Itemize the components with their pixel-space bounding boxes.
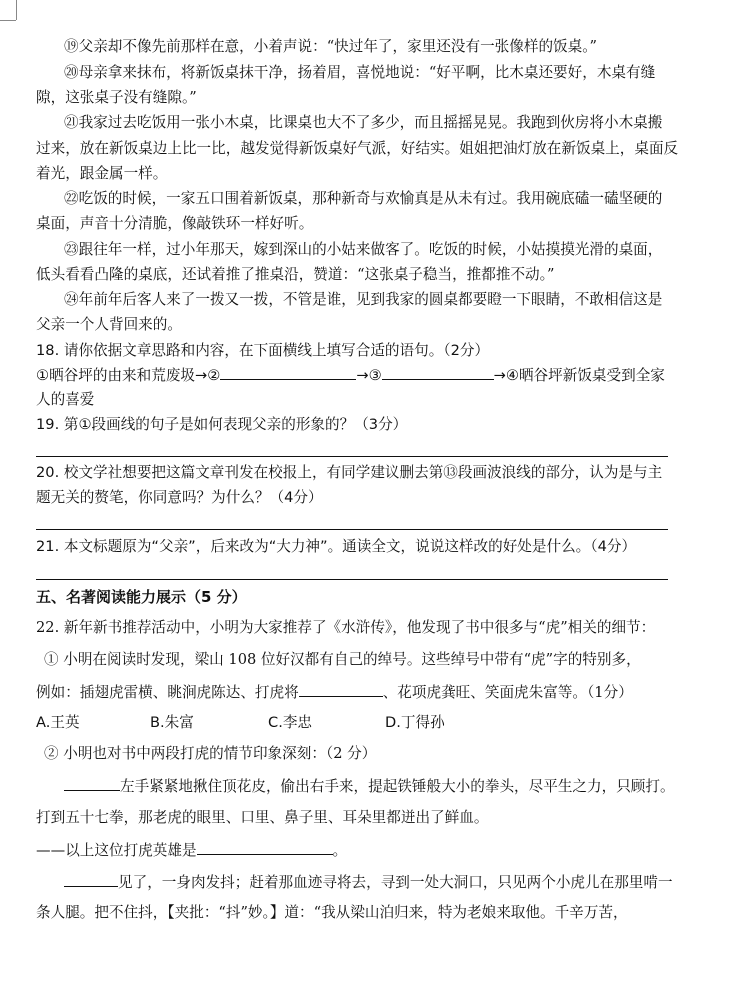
paragraph-20-line2: 隙，这张桌子没有缝隙。” [36, 89, 197, 106]
passage-2-line1 [64, 872, 673, 893]
option-d[interactable]: D.丁得孙 [385, 714, 445, 731]
section-5-title: 五、名著阅读能力展示（5 分） [36, 588, 247, 606]
answer-line-20[interactable] [36, 529, 668, 530]
answer-line-21[interactable] [36, 579, 668, 580]
paragraph-19: ⑲父亲却不像先前那样在意，小着声说：“快过年了，家里还没有一张像样的饭桌。” [64, 38, 597, 55]
paragraph-22-line2: 桌面，声音十分清脆，像敲铁环一样好听。 [36, 215, 314, 232]
passage-2-line2: 条人腿。把不住抖，【夹批：“抖”妙。】道：“我从梁山泊归来，特为老娘来取他。千辛万苦， [36, 904, 628, 921]
passage-1-text-a: 左手紧紧地揪住顶花皮，偷出右手来，提起铁锤般大小的拳头，尽平生之力，只顾打。 [120, 778, 675, 795]
paragraph-21-line2: 过来，放在新饭桌边上比一比，越发觉得新饭桌好气派，好结实。姐姐把油灯放在新饭桌上，桌面反 [36, 140, 679, 157]
crop-mark-vertical [16, 0, 17, 20]
question-21: 21. 本文标题原为“父亲”，后来改为“大力神”。通读全文，说说这样改的好处是什么。（4分） [36, 538, 637, 555]
answer-line-19[interactable] [36, 456, 668, 457]
paragraph-21-line1: ㉑我家过去吃饭用一张小木桌，比课桌也大不了多少，而且摇摇晃晃。我跑到伙房将小木桌搬 [64, 114, 663, 131]
crop-mark-horizontal [0, 20, 16, 21]
question-19: 19. 第①段画线的句子是如何表现父亲的形象的？（3分） [36, 416, 408, 433]
hero-period: 。 [332, 842, 348, 859]
paragraph-21-line3: 着光，跟金属一样。 [36, 165, 168, 182]
answer-blank-hero-2[interactable] [64, 872, 118, 887]
paragraph-23-line2: 低头看看凸隆的桌底，还试着推了推桌沿，赞道：“这张桌子稳当，推都推不动。” [36, 266, 555, 283]
sequence-part-1: ①晒谷坪的由来和荒废圾→② [36, 367, 221, 384]
question-18: 18. 请你依据文章思路和内容，在下面横线上填写合适的语句。（2分） [36, 342, 490, 359]
option-c[interactable]: C.李忠 [268, 714, 313, 731]
answer-blank-hero-name[interactable] [197, 840, 333, 855]
passage-1-line1 [64, 776, 675, 797]
hero-prompt: ——以上这位打虎英雄是 [36, 842, 197, 859]
answer-line-hero [36, 840, 347, 861]
question-22-sub1-line1: ① 小明在阅读时发现，梁山 108 位好汉都有自己的绰号。这些绰号中带有“虎”字的特别多， [44, 651, 641, 668]
passage-2-text-a: 见了，一身肉发抖；赶着那血迹寻将去，寻到一处大洞口，只见两个小虎儿在那里啃一 [118, 874, 673, 891]
question-18-sequence-end: 人的喜爱 [36, 391, 95, 408]
question-22-sub1-line2 [36, 682, 633, 703]
answer-blank-nickname[interactable] [299, 682, 383, 697]
sub1-text-b: 、花项虎龚旺、笑面虎朱富等。（1分） [382, 684, 633, 701]
answer-blank-hero-1[interactable] [64, 776, 120, 791]
question-22-sub2-title: ② 小明也对书中两段打虎的情节印象深刻：（2 分） [44, 745, 377, 762]
paragraph-23-line1: ㉓跟往年一样，过小年那天，嫁到深山的小姑来做客了。吃饭的时候，小姑摸摸光滑的桌面， [64, 241, 663, 258]
paragraph-24-line1: ㉔年前年后客人来了一拨又一拨，不管是谁，见到我家的圆桌都要瞪一下眼睛，不敢相信这是 [64, 291, 663, 308]
paragraph-22-line1: ㉒吃饭的时候，一家五口围着新饭桌，那种新奇与欢愉真是从未有过。我用碗底磕一磕坚硬的 [64, 190, 663, 207]
sequence-part-4: →④晒谷坪新饭桌受到全家 [493, 367, 665, 384]
question-20-line1: 20. 校文学社想要把这篇文章刊发在校报上，有同学建议删去第⑬段画波浪线的部分，认为是与主 [36, 464, 663, 481]
answer-blank-2[interactable] [220, 365, 356, 380]
question-20-line2: 题无关的赘笔，你同意吗？为什么？（4分） [36, 489, 323, 506]
option-a[interactable]: A.王英 [36, 714, 80, 731]
answer-blank-3[interactable] [382, 365, 494, 380]
paragraph-20-line1: ⑳母亲拿来抹布，将新饭桌抹干净，扬着眉，喜悦地说：“好平啊，比木桌还要好，木桌有缝 [64, 64, 656, 81]
paragraph-24-line2: 父亲一个人背回来的。 [36, 316, 182, 333]
question-22-intro: 22. 新年新书推荐活动中，小明为大家推荐了《水浒传》，他发现了书中很多与“虎”相关的细节： [36, 619, 656, 636]
sequence-arrow-3: →③ [356, 367, 382, 384]
option-b[interactable]: B.朱富 [150, 714, 194, 731]
question-18-sequence [36, 365, 665, 386]
sub1-text-a: 例如：插翅虎雷横、眺涧虎陈达、打虎将 [36, 684, 299, 701]
passage-1-line2: 打到五十七拳，那老虎的眼里、口里、鼻子里、耳朵里都迸出了鲜血。 [36, 809, 489, 826]
